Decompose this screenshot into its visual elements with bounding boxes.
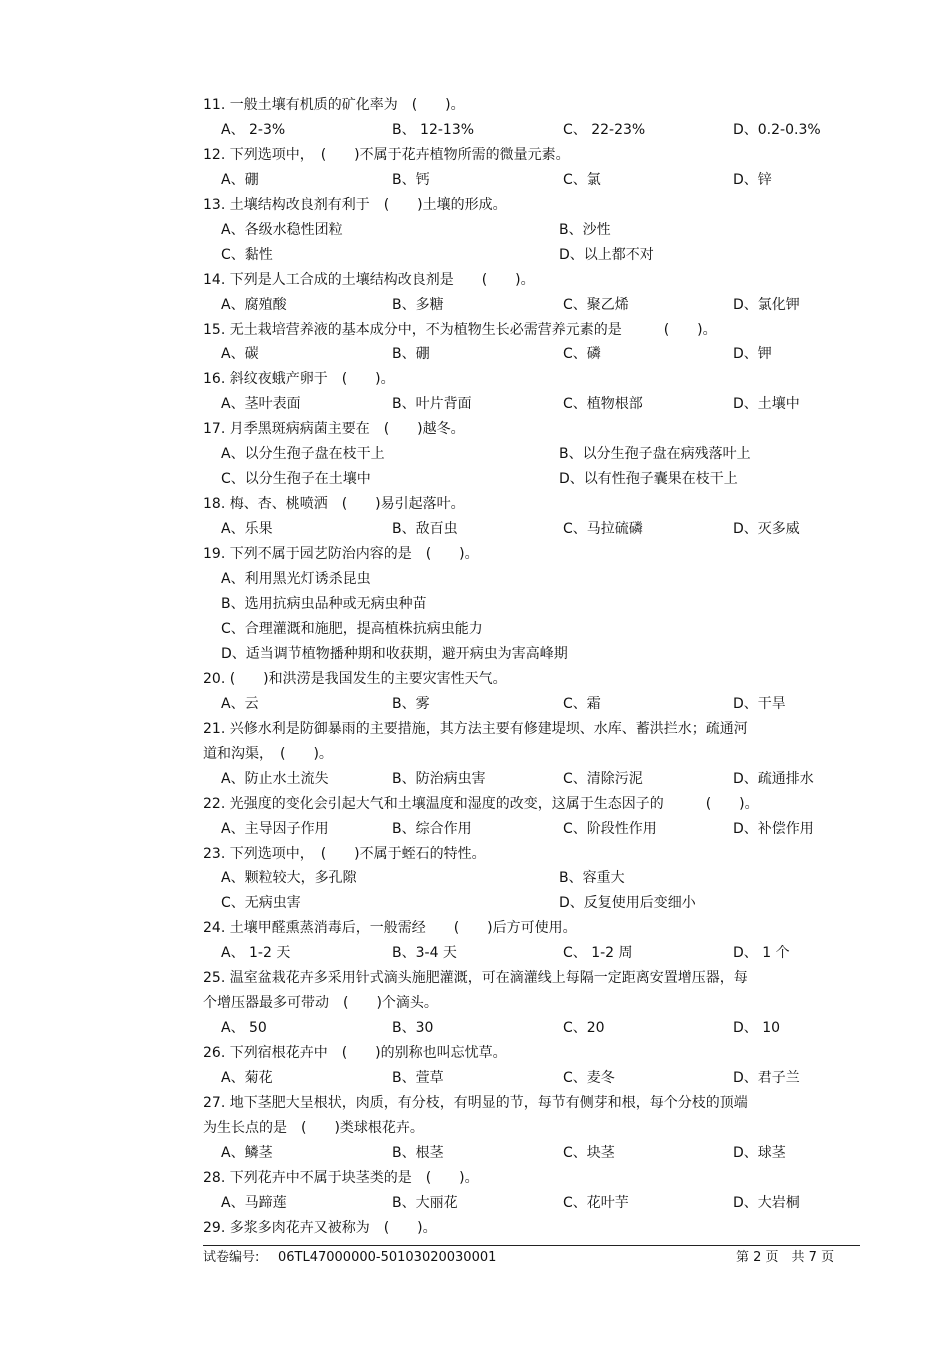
- answer-option: D、土壤中: [733, 396, 800, 412]
- answer-option: B、叶片背面: [392, 396, 472, 412]
- answer-option: B、以分生孢子盘在病残落叶上: [559, 446, 751, 462]
- exam-number-label: 试卷编号:: [203, 1250, 260, 1265]
- question-stem: 道和沟渠， ( )。: [203, 746, 333, 762]
- answer-option: D、锌: [733, 172, 772, 188]
- answer-option: A、菊花: [221, 1070, 273, 1086]
- answer-option: A、茎叶表面: [221, 396, 301, 412]
- answer-option: A、鳞茎: [221, 1145, 273, 1161]
- question-stem: 25. 温室盆栽花卉多采用针式滴头施肥灌溉，可在滴灌线上每隔一定距离安置增压器，每: [203, 970, 748, 986]
- answer-option: A、 1-2 天: [221, 945, 291, 961]
- answer-option: C、聚乙烯: [563, 297, 629, 313]
- answer-option: D、灭多威: [733, 521, 800, 537]
- answer-option: A、主导因子作用: [221, 821, 329, 837]
- answer-option: C、 1-2 周: [563, 945, 633, 961]
- answer-option: D、氯化钾: [733, 297, 800, 313]
- answer-option: D、 10: [733, 1020, 781, 1036]
- answer-option: C、植物根部: [563, 396, 643, 412]
- answer-option: C、阶段性作用: [563, 821, 657, 837]
- answer-option: B、根茎: [392, 1145, 444, 1161]
- answer-option: C、黏性: [221, 247, 273, 263]
- answer-option: A、防止水土流失: [221, 771, 329, 787]
- answer-option: A、腐殖酸: [221, 297, 287, 313]
- question-stem: 13. 土壤结构改良剂有利于 ( )土壤的形成。: [203, 197, 507, 213]
- answer-option: C、以分生孢子在土壤中: [221, 471, 371, 487]
- answer-option: A、 2-3%: [221, 122, 286, 138]
- question-stem: 12. 下列选项中， ( )不属于花卉植物所需的微量元素。: [203, 147, 570, 163]
- answer-option: C、无病虫害: [221, 895, 301, 911]
- question-stem: 28. 下列花卉中不属于块茎类的是 ( )。: [203, 1170, 479, 1186]
- answer-option: A、各级水稳性团粒: [221, 222, 343, 238]
- answer-option: C、20: [563, 1020, 605, 1036]
- answer-option: B、沙性: [559, 222, 611, 238]
- answer-option: C、磷: [563, 346, 601, 362]
- answer-option: D、以上都不对: [559, 247, 654, 263]
- answer-option: A、乐果: [221, 521, 273, 537]
- answer-option: A、以分生孢子盘在枝干上: [221, 446, 385, 462]
- question-stem: 24. 土壤甲醛熏蒸消毒后，一般需经 ( )后方可使用。: [203, 920, 577, 936]
- answer-option: A、颗粒较大，多孔隙: [221, 870, 357, 886]
- answer-option: C、块茎: [563, 1145, 615, 1161]
- answer-option: D、0.2-0.3%: [733, 122, 821, 138]
- question-stem: 个增压器最多可带动 ( )个滴头。: [203, 995, 438, 1011]
- footer-divider: [203, 1245, 860, 1246]
- answer-option: B、大丽花: [392, 1195, 458, 1211]
- answer-option: D、补偿作用: [733, 821, 814, 837]
- answer-option: C、花叶芋: [563, 1195, 629, 1211]
- answer-option: A、利用黑光灯诱杀昆虫: [221, 571, 371, 587]
- question-stem: 11. 一般土壤有机质的矿化率为 ( )。: [203, 97, 465, 113]
- answer-option: B、防治病虫害: [392, 771, 486, 787]
- question-stem: 19. 下列不属于园艺防治内容的是 ( )。: [203, 546, 479, 562]
- answer-option: D、反复使用后变细小: [559, 895, 696, 911]
- answer-option: C、 22-23%: [563, 122, 646, 138]
- question-stem: 23. 下列选项中， ( )不属于蛭石的特性。: [203, 846, 486, 862]
- page-indicator: 第 2 页 共 7 页: [736, 1250, 835, 1265]
- answer-option: B、30: [392, 1020, 434, 1036]
- question-stem: 20. ( )和洪涝是我国发生的主要灾害性天气。: [203, 671, 507, 687]
- question-stem: 为生长点的是 ( )类球根花卉。: [203, 1120, 424, 1136]
- answer-option: A、马蹄莲: [221, 1195, 287, 1211]
- answer-option: B、 12-13%: [392, 122, 475, 138]
- answer-option: B、敌百虫: [392, 521, 458, 537]
- answer-option: D、球茎: [733, 1145, 786, 1161]
- answer-option: C、麦冬: [563, 1070, 615, 1086]
- answer-option: C、清除污泥: [563, 771, 643, 787]
- answer-option: D、大岩桐: [733, 1195, 800, 1211]
- question-stem: 15. 无土栽培营养液的基本成分中，不为植物生长必需营养元素的是 ( )。: [203, 322, 717, 338]
- answer-option: D、 1 个: [733, 945, 790, 961]
- answer-option: B、钙: [392, 172, 430, 188]
- answer-option: D、君子兰: [733, 1070, 800, 1086]
- question-stem: 17. 月季黑斑病病菌主要在 ( )越冬。: [203, 421, 465, 437]
- answer-option: B、硼: [392, 346, 430, 362]
- answer-option: A、 50: [221, 1020, 267, 1036]
- answer-option: D、干旱: [733, 696, 786, 712]
- answer-option: D、钾: [733, 346, 772, 362]
- answer-option: B、雾: [392, 696, 430, 712]
- answer-option: B、选用抗病虫品种或无病虫种苗: [221, 596, 427, 612]
- answer-option: D、疏通排水: [733, 771, 814, 787]
- answer-option: D、适当调节植物播种期和收获期，避开病虫为害高峰期: [221, 646, 568, 662]
- answer-option: A、云: [221, 696, 259, 712]
- answer-option: A、硼: [221, 172, 259, 188]
- answer-option: B、萱草: [392, 1070, 444, 1086]
- answer-option: C、合理灌溉和施肥，提高植株抗病虫能力: [221, 621, 483, 637]
- answer-option: C、氯: [563, 172, 601, 188]
- question-stem: 22. 光强度的变化会引起大气和土壤温度和湿度的改变，这属于生态因子的 ( )。: [203, 796, 759, 812]
- answer-option: D、以有性孢子囊果在枝干上: [559, 471, 738, 487]
- answer-option: B、多糖: [392, 297, 444, 313]
- answer-option: B、3-4 天: [392, 945, 457, 961]
- question-stem: 18. 梅、杏、桃喷洒 ( )易引起落叶。: [203, 496, 465, 512]
- question-stem: 26. 下列宿根花卉中 ( )的别称也叫忘忧草。: [203, 1045, 507, 1061]
- exam-number-code: 06TL47000000-50103020030001: [278, 1250, 497, 1265]
- answer-option: B、综合作用: [392, 821, 472, 837]
- question-stem: 16. 斜纹夜蛾产卵于 ( )。: [203, 371, 395, 387]
- question-stem: 21. 兴修水利是防御暴雨的主要措施，其方法主要有修建堤坝、水库、蓄洪拦水；疏通河: [203, 721, 748, 737]
- answer-option: C、霜: [563, 696, 601, 712]
- answer-option: A、碳: [221, 346, 259, 362]
- answer-option: B、容重大: [559, 870, 625, 886]
- question-stem: 27. 地下茎肥大呈根状，肉质，有分枝，有明显的节，每节有侧芽和根，每个分枝的顶端: [203, 1095, 748, 1111]
- question-stem: 14. 下列是人工合成的土壤结构改良剂是 ( )。: [203, 272, 535, 288]
- answer-option: C、马拉硫磷: [563, 521, 643, 537]
- question-stem: 29. 多浆多肉花卉又被称为 ( )。: [203, 1220, 437, 1236]
